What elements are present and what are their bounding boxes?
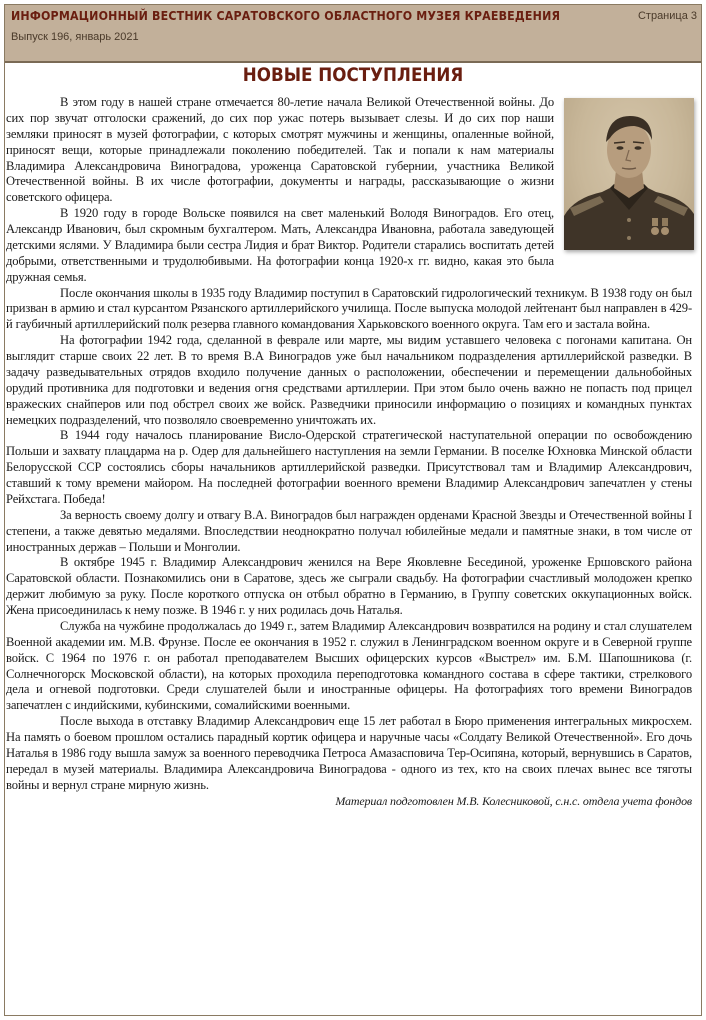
paragraph: За верность своему долгу и отвагу В.А. Виноградов был награжден орденами Красной Звезды и Отечественной войны I степени, а также девятью медалями. Впоследствии неоднократно получал юбилейные медали и памятные знаки, в том числе от иностранных держав – Польши и Монголии. [6,507,692,554]
issue-label: Выпуск 196, январь 2021 [11,31,139,43]
paragraph: В 1944 году началось планирование Висло-Одерской стратегической наступательной операции по освобождению Польши и захвату плацдарма на р. Одер для дальнейшего наступления на земли Германии. В поселке Юхновка Минской области Белорусской ССР состоялись сборы начальников артиллерийской разведки. Присутствовал там и Владимир Александрович, ставший к тому времени майором. На последней фотографии военного времени Владимир Александрович запечатлен у стены Рейхстага. Победа! [6,428,692,506]
article-body [6,95,692,809]
photo-placeholder [560,98,692,252]
paragraph: Служба на чужбине продолжалась до 1949 г., затем Владимир Александрович возвратился на родину и стал слушателем Военной академии им. М.В. Фрунзе. После ее окончания в 1952 г. служил в Ленинградском военном округе и в Северной группе войск. С 1964 по 1976 г. он работал преподавателем Высших офицерских курсов «Выстрел» им. Б.М. Шапошникова (г. Солнечногорск Московской области), на которых проходила переподготовка командного состава в сфере тактики, стрелкового дела и огневой подготовки. Среди слушателей были и иностранные офицеры. На фотографиях того времени Виноградов запечатлен с индийскими, кубинскими, сомалийскими военными. [6,618,692,713]
author-credit: Материал подготовлен М.В. Колесниковой, с.н.с. отдела учета фондов [335,793,692,808]
paragraph: После выхода в отставку Владимир Александрович еще 15 лет работал в Бюро применения интегральных микросхем. На память о боевом прошлом остались парадный кортик офицера и наручные часы «Солдату Великой Отечественной». Его дочь Наталья в 1986 году вышла замуж за военного переводчика Петроса Амазасповича Тер-Осипяна, который, вернувшись в Саратов, передал в музей материалы. Владимира Александровича Виноградова - одного из тех, кто на своих плечах вынес все тяготы войны и вернул стране мирную жизнь. [6,714,692,792]
paragraph: На фотографии 1942 года, сделанной в феврале или марте, мы видим уставшего человека с погонами капитана. Он выглядит старше своих 22 лет. В то время В.А Виноградов уже был начальником подразделения артиллерийской разведки. В задачу разведывательных отрядов входило получение данных о расположении, обеспечении и перемещении дальнобойных орудий противника для подготовки и ведения огня средствами артиллерии. При этом было очень важно не попасть под прицел вражеских снайперов или под обстрел своих же войск. Разведчики приносили информацию о позициях и командных пунктах немецких подразделений, что позволяло своевременно уничтожать их. [6,333,692,427]
newsletter-header [5,5,701,63]
paragraph: В этом году в нашей стране отмечается 80-летие начала Великой Отечественной войны. До сих пор звучат отголоски сражений, до сих пор ужас потерь вызывает слезы. И до сих пор наши земляки приносят в музей фотографии, с которых смотрят мужчины и женщины, опаленные войной, приносят вещи, которые принадлежали поколению победителей. Так и попали к нам материалы Владимира Александровича Виноградова, уроженца Саратовской губернии, участника Великой Отечественной войны. В их числе фотографии, документы и награды, рассказывающие о жизни советского офицера. [6,95,554,205]
paragraph: В октябре 1945 г. Владимир Александрович женился на Вере Яковлевне Бесединой, уроженке Ершовского района Саратовской области. Познакомились они в Саратове, здесь же сыграли свадьбу. На фотографии счастливый молодожен крепко держит любимую за руку. После короткого отпуска он отбыл обратно в Германию, в Группу советских оккупационных войск. Жена присоединилась к нему позже. В 1946 г. у них родилась дочь Наталья. [6,555,692,617]
page-number: Страница 3 [637,10,697,22]
newsletter-title: ИНФОРМАЦИОННЫЙ ВЕСТНИК САРАТОВСКОГО ОБЛАСТНОГО МУЗЕЯ КРАЕВЕДЕНИЯ [11,9,561,23]
paragraph: После окончания школы в 1935 году Владимир поступил в Саратовский гидрологический техникум. В 1938 году он был призван в армию и стал курсантом Рязанского артиллерийского училища. После выпуска молодой лейтенант был направлен в 429-й гаубичный артиллерийский полк резерва главного командования Харьковского военного округа. Там его и застала война. [6,285,692,332]
section-title: НОВЫЕ ПОСТУПЛЕНИЯ [242,64,464,86]
paragraph: В 1920 году в городе Вольске появился на свет маленький Володя Виноградов. Его отец, Александр Иванович, был скромным бухгалтером. Мать, Александра Ивановна, работала заведующей детскими яслями. У Владимира были сестра Лидия и брат Виктор. Родители старались воспитать детей добрыми, ответственными и трудолюбивыми. На фотографии конца 1920-х гг. видно, какая это была дружная семья. [6,206,554,284]
